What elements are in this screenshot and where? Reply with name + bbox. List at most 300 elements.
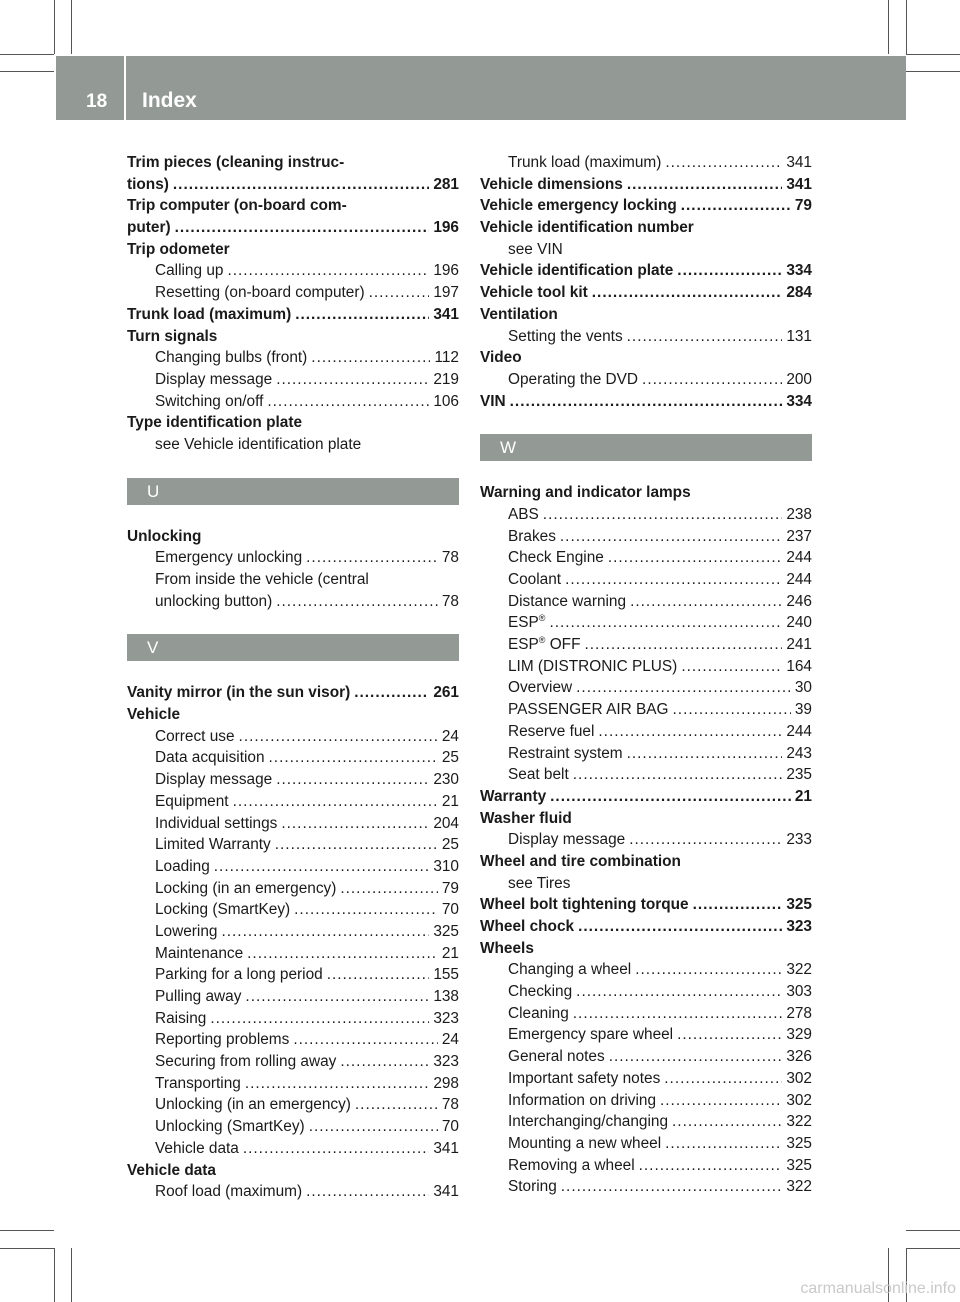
- index-entry: [127, 1138, 459, 1160]
- page-reference: 325: [786, 1156, 812, 1174]
- entry-label: Removing a wheel: [508, 1156, 635, 1174]
- index-entry: [480, 894, 812, 916]
- dot-leader: [327, 964, 430, 986]
- index-entry: [127, 726, 459, 748]
- entry-label: Correct use: [155, 727, 235, 745]
- page-reference: 230: [433, 771, 459, 789]
- page-reference: 323: [433, 1009, 459, 1027]
- dot-leader: [578, 916, 782, 938]
- dot-leader: [354, 682, 429, 704]
- entry-label: Vehicle data: [155, 1139, 239, 1157]
- index-heading: see Tires: [508, 874, 571, 892]
- entry-label: ESP®: [508, 613, 546, 632]
- page-reference: 341: [786, 175, 812, 193]
- page-reference: 246: [786, 592, 812, 610]
- index-entry: [480, 326, 812, 348]
- page-reference: 341: [433, 1139, 459, 1157]
- dot-leader: [627, 174, 782, 196]
- page-reference: 284: [786, 284, 812, 302]
- page-reference: 70: [441, 1118, 459, 1136]
- index-entry: [480, 391, 812, 413]
- crop-mark: [906, 54, 960, 55]
- dot-leader: [576, 677, 791, 699]
- index-entry: [480, 699, 812, 721]
- index-entry: [480, 195, 812, 217]
- index-heading: Wheel and tire combination: [480, 852, 681, 870]
- page-reference: 322: [786, 961, 812, 979]
- page-reference: 310: [433, 857, 459, 875]
- entry-label: Coolant: [508, 571, 562, 588]
- index-entry: [127, 747, 459, 769]
- entry-label: Equipment: [155, 792, 229, 810]
- crop-mark: [0, 1230, 54, 1231]
- entry-label: Vehicle dimensions: [480, 175, 623, 193]
- entry-label: Emergency unlocking: [155, 549, 303, 567]
- dot-leader: [281, 813, 429, 835]
- entry-label: Important safety notes: [508, 1069, 661, 1087]
- index-entry: [127, 682, 459, 704]
- index-heading: Trip computer (on-board com-: [127, 197, 347, 215]
- page-reference: 334: [786, 392, 812, 410]
- entry-label: Unlocking (SmartKey): [155, 1118, 305, 1136]
- crop-mark: [0, 1248, 54, 1249]
- entry-label: tions): [127, 175, 169, 193]
- index-entry: [127, 1029, 459, 1051]
- index-entry: [480, 721, 812, 743]
- dot-leader: [173, 174, 429, 196]
- index-heading: Vehicle data: [127, 1161, 216, 1179]
- index-entry: [480, 959, 812, 981]
- index-entry: [127, 591, 459, 613]
- page-reference: 334: [786, 262, 812, 280]
- page-reference: 322: [786, 1178, 812, 1196]
- index-entry: [127, 856, 459, 878]
- index-entry: [127, 986, 459, 1008]
- index-entry: [480, 1133, 812, 1155]
- entry-label: Trunk load (maximum): [127, 305, 292, 323]
- dot-leader: [295, 304, 429, 326]
- page-reference: 78: [441, 592, 459, 610]
- entry-label: Individual settings: [155, 814, 278, 832]
- dot-leader: [573, 1003, 783, 1025]
- page-reference: 243: [786, 744, 812, 762]
- dot-leader: [267, 391, 429, 413]
- entry-label: Unlocking (in an emergency): [155, 1096, 351, 1114]
- index-heading: Warning and indicator lamps: [480, 484, 691, 502]
- index-entry: [127, 174, 459, 196]
- dot-leader: [672, 1111, 782, 1133]
- page-reference: 329: [786, 1026, 812, 1044]
- index-entry: [127, 964, 459, 986]
- index-entry: [127, 943, 459, 965]
- index-entry: [480, 569, 812, 591]
- dot-leader: [665, 152, 782, 174]
- index-entry: [480, 174, 812, 196]
- entry-label: Trunk load (maximum): [508, 154, 662, 171]
- page-reference: 238: [786, 505, 812, 523]
- dot-leader: [210, 1008, 429, 1030]
- entry-label: unlocking button): [155, 592, 273, 610]
- index-heading: Trip odometer: [127, 240, 230, 258]
- entry-label: Wheel chock: [480, 918, 575, 935]
- page-reference: 138: [433, 988, 459, 1005]
- page-reference: 21: [794, 787, 812, 805]
- entry-label: Reserve fuel: [508, 722, 595, 740]
- entry-label: Lowering: [155, 922, 218, 940]
- index-entry: [480, 1046, 812, 1068]
- entry-label: LIM (DISTRONIC PLUS): [508, 657, 678, 675]
- page-reference: 131: [786, 327, 812, 345]
- index-entry: [127, 1051, 459, 1073]
- index-heading: Vehicle: [127, 706, 181, 724]
- crop-mark: [0, 54, 54, 55]
- entry-label: Overview: [508, 679, 573, 697]
- dot-leader: [665, 1133, 782, 1155]
- page-reference: 341: [433, 1183, 459, 1201]
- dot-leader: [243, 1138, 429, 1160]
- dot-leader: [677, 1024, 782, 1046]
- page-reference: 25: [441, 749, 459, 767]
- index-heading: Vehicle identification number: [480, 219, 694, 237]
- crop-mark: [906, 0, 907, 54]
- dot-leader: [245, 1073, 429, 1095]
- page-reference: 78: [441, 549, 459, 567]
- page-reference: 241: [786, 636, 812, 654]
- page-reference: 21: [441, 944, 459, 962]
- page-reference: 155: [433, 966, 459, 984]
- page-reference: 30: [794, 679, 812, 697]
- index-entry: [127, 217, 459, 239]
- index-column-right: [480, 152, 812, 1198]
- crop-mark: [71, 1248, 72, 1302]
- index-entry: [127, 813, 459, 835]
- section-header: U: [127, 478, 459, 505]
- dot-leader: [592, 282, 783, 304]
- index-entry: [127, 899, 459, 921]
- entry-label: Wheel bolt tightening torque: [480, 896, 689, 914]
- index-entry: [480, 677, 812, 699]
- dot-leader: [239, 726, 438, 748]
- page-reference: 70: [441, 901, 459, 919]
- entry-label: Storing: [508, 1178, 557, 1196]
- crop-mark: [906, 71, 960, 72]
- page-reference: 240: [786, 614, 812, 632]
- entry-label: Switching on/off: [155, 392, 264, 410]
- dot-leader: [608, 547, 782, 569]
- section-header: V: [127, 634, 459, 661]
- dot-leader: [245, 986, 429, 1008]
- dot-leader: [681, 656, 782, 678]
- dot-leader: [576, 981, 782, 1003]
- dot-leader: [276, 591, 438, 613]
- dot-leader: [175, 217, 430, 239]
- dot-leader: [306, 547, 438, 569]
- entry-label: Warranty: [480, 787, 547, 805]
- entry-label: Setting the vents: [508, 327, 623, 345]
- page-reference: 341: [786, 154, 812, 171]
- watermark: carmanualsonline.info: [800, 1280, 956, 1297]
- dot-leader: [627, 743, 783, 765]
- page-reference: 200: [786, 370, 812, 388]
- entry-label: Vehicle tool kit: [480, 284, 588, 302]
- index-entry: [480, 1090, 812, 1112]
- dot-leader: [629, 829, 782, 851]
- index-entry: [480, 1155, 812, 1177]
- index-column-left: [127, 152, 459, 1203]
- page-reference: 197: [433, 284, 459, 302]
- entry-label: Emergency spare wheel: [508, 1026, 674, 1044]
- entry-label: Seat belt: [508, 766, 569, 784]
- index-entry: [127, 1181, 459, 1203]
- entry-label: Display message: [155, 771, 273, 789]
- dot-leader: [293, 1029, 438, 1051]
- entry-label: Data acquisition: [155, 749, 265, 767]
- index-entry: [480, 634, 812, 656]
- page-reference: 235: [786, 766, 812, 784]
- page-reference: 325: [786, 896, 812, 914]
- dot-leader: [221, 921, 429, 943]
- index-entry: [480, 1176, 812, 1198]
- index-heading: Wheels: [480, 939, 534, 957]
- header-divider: [124, 56, 126, 120]
- index-entry: [127, 1094, 459, 1116]
- entry-label: Operating the DVD: [508, 370, 639, 388]
- crop-mark: [54, 0, 55, 54]
- page-reference: 237: [786, 527, 812, 545]
- page-reference: 25: [441, 836, 459, 854]
- page-reference: 24: [441, 1031, 459, 1049]
- index-heading: Type identification plate: [127, 414, 303, 432]
- index-entry: [127, 1073, 459, 1095]
- page-reference: 24: [441, 727, 459, 745]
- entry-label: Restraint system: [508, 744, 623, 762]
- page-reference: 325: [433, 922, 459, 940]
- index-entry: [480, 526, 812, 548]
- page-reference: 341: [433, 305, 459, 323]
- dot-leader: [585, 634, 783, 656]
- entry-label: Maintenance: [155, 944, 244, 962]
- page-reference: 112: [434, 349, 459, 367]
- entry-label: Information on driving: [508, 1091, 656, 1109]
- page-reference: 204: [433, 814, 459, 832]
- dot-leader: [369, 282, 430, 304]
- entry-label: Interchanging/changing: [508, 1113, 669, 1131]
- page-reference: 21: [441, 792, 459, 810]
- index-heading: see VIN: [508, 240, 563, 258]
- index-entry: [480, 504, 812, 526]
- index-entry: [127, 878, 459, 900]
- index-entry: [480, 656, 812, 678]
- entry-label: Roof load (maximum): [155, 1183, 303, 1201]
- index-entry: [127, 547, 459, 569]
- crop-mark: [888, 0, 889, 54]
- dot-leader: [233, 791, 438, 813]
- entry-label: Parking for a long period: [155, 966, 323, 984]
- dot-leader: [664, 1068, 782, 1090]
- index-entry: [480, 260, 812, 282]
- index-entry: [480, 1003, 812, 1025]
- page-reference: 79: [794, 197, 812, 215]
- index-heading: Washer fluid: [480, 809, 572, 827]
- dot-leader: [627, 326, 783, 348]
- entry-label: Changing bulbs (front): [155, 349, 308, 367]
- entry-label: PASSENGER AIR BAG: [508, 701, 669, 719]
- dot-leader: [681, 195, 791, 217]
- dot-leader: [630, 591, 782, 613]
- dot-leader: [565, 569, 782, 591]
- index-heading: From inside the vehicle (central: [155, 571, 369, 588]
- index-heading: Video: [480, 349, 522, 367]
- entry-label: General notes: [508, 1048, 605, 1066]
- entry-label: Pulling away: [155, 988, 242, 1005]
- index-entry: [480, 591, 812, 613]
- page-reference: 79: [441, 879, 459, 897]
- entry-label: Vehicle emergency locking: [480, 197, 677, 215]
- index-entry: [127, 1008, 459, 1030]
- dot-leader: [227, 260, 429, 282]
- page-reference: 302: [786, 1069, 812, 1087]
- page-reference: 323: [433, 1053, 459, 1071]
- entry-label: Raising: [155, 1009, 207, 1027]
- page-number: 18: [86, 91, 108, 112]
- dot-leader: [573, 764, 783, 786]
- entry-label: Locking (in an emergency): [155, 879, 337, 897]
- entry-label: Transporting: [155, 1074, 241, 1092]
- dot-leader: [635, 959, 782, 981]
- dot-leader: [214, 856, 430, 878]
- index-entry: [127, 391, 459, 413]
- entry-label: Resetting (on-board computer): [155, 284, 365, 302]
- dot-leader: [355, 1094, 438, 1116]
- index-entry: [127, 921, 459, 943]
- index-entry: [480, 829, 812, 851]
- index-entry: [127, 791, 459, 813]
- page-reference: 302: [786, 1091, 812, 1109]
- index-heading: Turn signals: [127, 327, 218, 345]
- page-reference: 233: [786, 831, 812, 849]
- page-reference: 78: [441, 1096, 459, 1114]
- entry-label: puter): [127, 219, 171, 237]
- entry-label: Distance warning: [508, 592, 627, 610]
- dot-leader: [598, 721, 782, 743]
- dot-leader: [294, 899, 438, 921]
- index-entry: [127, 769, 459, 791]
- index-entry: [480, 1068, 812, 1090]
- page-reference: 219: [433, 370, 459, 388]
- page-reference: 303: [786, 983, 812, 1001]
- dot-leader: [306, 1181, 429, 1203]
- crop-mark: [54, 1248, 55, 1302]
- page-reference: 106: [433, 392, 459, 410]
- entry-label: Limited Warranty: [155, 836, 271, 854]
- page-reference: 322: [786, 1113, 812, 1131]
- index-entry: [480, 369, 812, 391]
- index-entry: [480, 1111, 812, 1133]
- dot-leader: [309, 1116, 438, 1138]
- entry-label: Vehicle identification plate: [480, 262, 674, 280]
- index-heading: Ventilation: [480, 305, 558, 323]
- dot-leader: [269, 747, 438, 769]
- index-entry: [480, 152, 812, 174]
- index-entry: [127, 304, 459, 326]
- page-reference: 298: [433, 1074, 459, 1092]
- entry-label: Calling up: [155, 262, 224, 280]
- index-entry: [480, 743, 812, 765]
- dot-leader: [693, 894, 783, 916]
- index-entry: [480, 786, 812, 808]
- dot-leader: [561, 1176, 783, 1198]
- entry-label: Securing from rolling away: [155, 1053, 337, 1071]
- entry-label: Cleaning: [508, 1004, 569, 1022]
- crop-mark: [0, 71, 54, 72]
- page-reference: 196: [433, 262, 459, 280]
- dot-leader: [340, 878, 438, 900]
- index-entry: [480, 612, 812, 634]
- index-entry: [480, 981, 812, 1003]
- section-header: W: [480, 434, 812, 461]
- dot-leader: [609, 1046, 783, 1068]
- entry-label: Brakes: [508, 527, 556, 545]
- index-entry: [480, 916, 812, 938]
- page-reference: 323: [786, 918, 812, 935]
- page-title: Index: [142, 89, 197, 112]
- page-reference: 325: [786, 1134, 812, 1152]
- dot-leader: [677, 260, 782, 282]
- index-entry: [127, 282, 459, 304]
- index-entry: [127, 260, 459, 282]
- dot-leader: [311, 347, 430, 369]
- dot-leader: [642, 369, 782, 391]
- index-entry: [480, 282, 812, 304]
- entry-label: Checking: [508, 983, 573, 1001]
- dot-leader: [510, 391, 783, 413]
- entry-label: Display message: [155, 370, 273, 388]
- dot-leader: [660, 1090, 782, 1112]
- crop-mark: [906, 1248, 960, 1249]
- crop-mark: [906, 1230, 960, 1231]
- index-entry: [480, 764, 812, 786]
- page-reference: 244: [786, 571, 812, 588]
- index-entry: [127, 347, 459, 369]
- dot-leader: [276, 369, 429, 391]
- entry-label: Mounting a new wheel: [508, 1134, 662, 1152]
- entry-label: Locking (SmartKey): [155, 901, 291, 919]
- dot-leader: [673, 699, 791, 721]
- entry-label: VIN: [480, 392, 506, 410]
- dot-leader: [340, 1051, 429, 1073]
- page-reference: 244: [786, 722, 812, 740]
- index-heading: Unlocking: [127, 527, 202, 545]
- page-reference: 281: [433, 175, 459, 193]
- dot-leader: [275, 834, 438, 856]
- dot-leader: [247, 943, 438, 965]
- index-entry: [127, 834, 459, 856]
- index-entry: [480, 547, 812, 569]
- index-heading: see Vehicle identification plate: [155, 435, 362, 453]
- page-reference: 326: [786, 1048, 812, 1066]
- dot-leader: [543, 504, 783, 526]
- entry-label: ESP® OFF: [508, 634, 581, 654]
- page-reference: 164: [786, 657, 812, 675]
- index-entry: [480, 1024, 812, 1046]
- page-reference: 261: [433, 684, 459, 702]
- entry-label: ABS: [508, 505, 539, 523]
- page-reference: 244: [786, 549, 812, 567]
- index-entry: [127, 369, 459, 391]
- crop-mark: [71, 0, 72, 54]
- dot-leader: [276, 769, 429, 791]
- dot-leader: [549, 612, 782, 634]
